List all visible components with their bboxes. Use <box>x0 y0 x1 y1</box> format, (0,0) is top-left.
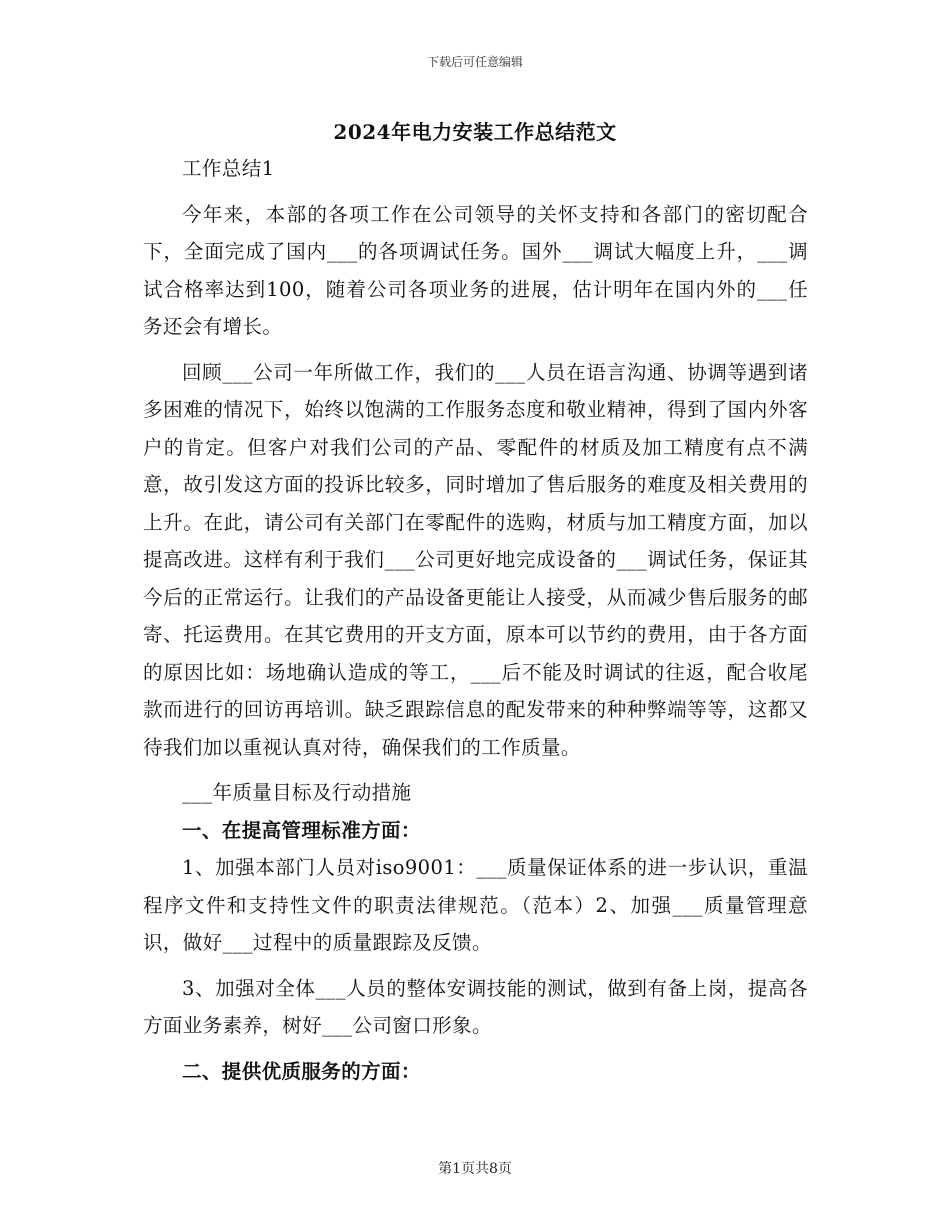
document-title: 2024年电力安装工作总结范文 <box>333 120 617 144</box>
heading-quality-service: 二、提供优质服务的方面： <box>182 1059 421 1083</box>
paragraph-review: 回顾___公司一年所做工作，我们的___人员在语言沟通、协调等遇到诸多困难的情况下，始终以饱满的工作服务态度和敬业精神，得到了国内外客户的肯定。但客户对我们公司的产品、零配件的材质及加工精度有点不满意，故引发这方面的投诉比较多，同时增加了售后服务的难度及相关费用的上升。在此，请公司有关部门在零配件的选购，材质与加工精度方面，加以提高改进。这样有利于我们___公司更好地完成设备的___调试任务，保证其今后的正常运行。让我们的产品设备更能让人接受，从而减少售后服务的邮寄、托运费用。在其它费用的开支方面，原本可以节约的费用，由于各方面的原因比如：场地确认造成的等工，___后不能及时调试的往返，配合收尾款而进行的回访再培训。缺乏跟踪信息的配发带来的种种弊端等等，这都又待我们加以重视认真对待，确保我们的工作质量。 <box>143 360 808 759</box>
heading-management-standards: 一、在提高管理标准方面： <box>182 818 421 842</box>
section-label-work-summary: 工作总结1 <box>182 157 275 180</box>
paragraph-quality-goals: ___年质量目标及行动措施 <box>182 781 412 804</box>
paragraph-item-3: 3、加强对全体___人员的整体安调技能的测试，做到有备上岗，提高各方面业务素养，树好___公司窗口形象。 <box>143 976 808 1037</box>
paragraph-item-1-2: 1、加强本部门人员对iso9001：___质量保证体系的进一步认识，重温程序文件和支持性文件的职责法律规范。（范本）2、加强___质量管理意识，做好___过程中的质量跟踪及反馈。 <box>143 856 808 954</box>
document-body <box>143 150 808 1090</box>
paragraph-intro: 今年来，本部的各项工作在公司领导的关怀支持和各部门的密切配合下，全面完成了国内___的各项调试任务。国外___调试大幅度上升，___调试合格率达到100，随着公司各项业务的进展，估计明年在国内外的___任务还会有增长。 <box>143 202 808 338</box>
page-header: 下载后可任意编辑 <box>426 55 523 69</box>
page-footer: 第1页共8页 <box>438 1161 512 1177</box>
